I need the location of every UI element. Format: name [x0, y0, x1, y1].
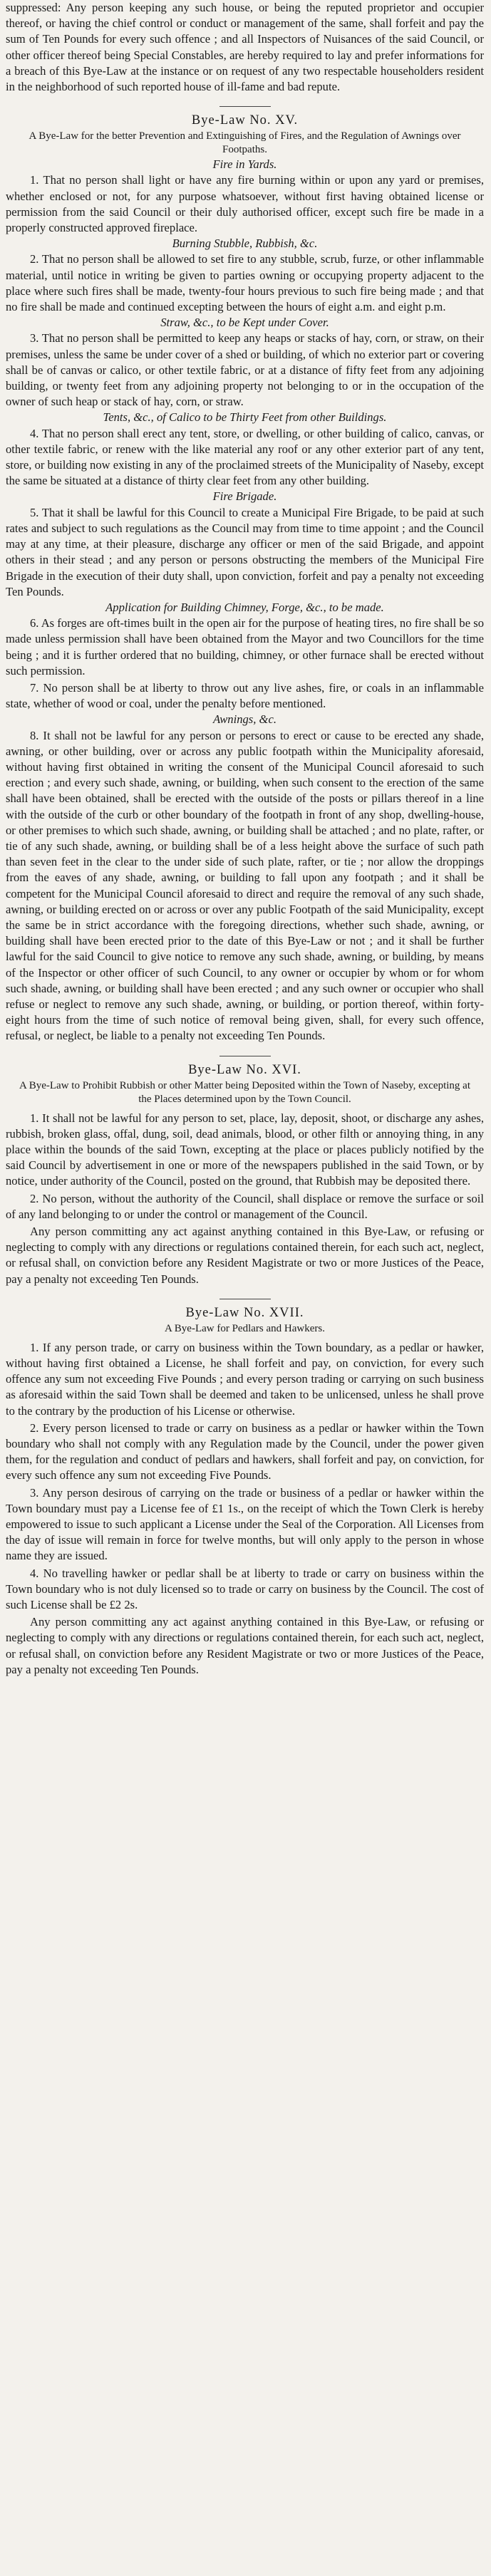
bylaw-17-penalty: Any person committing any act against anything contained in this Bye-Law, or refusing or neglecting to comply with any directions or regulations contained therein, for each such act, neglect, or refusal shall, on conviction before any Resident Magistrate or two or more Justices of the Peace, pay a penalty not exceeding Ten Pounds. — [6, 1615, 484, 1676]
bylaw-17-clause-4: 4. No travelling hawker or pedlar shall be at liberty to trade or carry on business within the Town boundary who is not duly licensed so to trade or carry on business by the Council. The cost of such License shall be £2 2s. — [6, 1566, 484, 1612]
bylaw-15-clause-8: 8. It shall not be lawful for any person or persons to erect or cause to be erected any shade, awning, or other building, over or across any public footpath within the Municipality aforesaid, without having first obtained in writing the consent of the Municipal Council aforesaid to such erection ; and every such shade, awning, or building, when such consent to the erection of the same shall have been obtained, shall be erected with the outside of the posts or pillars thereof in a line with the outside of the curb or other boundary of the footpath in front of any shop, dwelling-house, or other premises to which such shade, awning, or building shall be attached ; and no plate, rafter, or tie of any such shade, awning, or building shall be of a less height above the surface of such path than seven feet in the clear to the under side of such plate, rafter, or tie ; nor allow the droppings from the eaves of any shade, awning, or building to fall upon any footpath ; and it shall be competent for the Municipal Council aforesaid to direct and require the removal of any such shade, awning, or building erected on or across or over any public Footpath of the said Municipality, except the same be in strict accordance with the foregoing directions, whether such shade, awning, or building shall have been erected prior to the date of this Bye-Law or not ; and it shall be further lawful for the said Council to give notice to remove any such shade, awning, or building, by means of the Inspector or other officer of such Council, to any owner or occupier by whom or for whom such shade, awning, or building shall have been erected ; and any such owner or occupier who shall refuse or neglect to remove any such shade, awning, or building, or portion thereof, within forty-eight hours from the time of such notice of removal being given, shall, for every such offence, refusal, or neglect, be liable to a penalty not exceeding Ten Pounds. — [6, 728, 484, 1043]
bylaw-16-clause-1: 1. It shall not be lawful for any person to set, place, lay, deposit, shoot, or discharge any ashes, rubbish, broken glass, offal, dung, soil, dead animals, blood, or other filth or annoying thing, in any place within the bounds of the said Town, excepting at the place or places publicly notified by the said Council by advertisement in one or more of the newspapers published in the said Town, or by notice, under authority of the Council, posted on the ground, that Rubbish may be deposited there. — [6, 1111, 484, 1188]
bylaw-16-heading: Bye-Law No. XVI. — [188, 1062, 301, 1077]
bylaw-17-clause-3: 3. Any person desirous of carrying on the trade or business of a pedlar or hawker within the Town boundary must pay a License fee of £1 1s., on the receipt of which the Town Clerk is hereby empowered to issue to such applicant a License under the Seal of the Corporation. All Licenses from the day of issue will remain in force for twelve months, but will only apply to the person in whose name they are issued. — [6, 1485, 484, 1563]
opening-paragraph: suppressed: Any person keeping any such house, or being the reputed proprietor and occupier thereof, or having the chief control or conduct or management of the same, shall forfeit and pay the sum of Ten Pounds for every such offence ; and all Inspectors of Nuisances of the said Council, or other officer thereof being Special Constables, are hereby required to lay and prefer informations for a breach of this Bye-Law at the instance or on request of any two respectable householders resident in the neighborhood of such reported house of ill-fame and bad repute. — [6, 1, 484, 94]
subheading-tents: Tents, &c., of Calico to be Thirty Feet from other Buildings. — [103, 410, 387, 425]
subheading-burning-stubble: Burning Stubble, Rubbish, &c. — [172, 237, 318, 251]
bylaw-17-subtitle: A Bye-Law for Pedlars and Hawkers. — [165, 1322, 325, 1334]
bylaw-15-heading: Bye-Law No. XV. — [191, 113, 299, 128]
bylaw-15-clause-3: 3. That no person shall be permitted to keep any heaps or stacks of hay, corn, or straw, on their premises, unless the same be under cover of a shed or building, of which no exterior part or covering shall be of canvas or calico, or other textile fabric, or at a distance of fifty feet from any adjoining building, or twenty feet from any adjoining property not belonging to or in the occupation of the owner of such heap or stack of hay, corn, or straw. — [6, 331, 484, 409]
subheading-straw-under-cover: Straw, &c., to be Kept under Cover. — [160, 316, 329, 330]
subheading-awnings: Awnings, &c. — [213, 712, 276, 727]
bylaw-17-heading: Bye-Law No. XVII. — [185, 1305, 304, 1320]
subheading-application-chimney: Application for Building Chimney, Forge, &c., to be made. — [105, 600, 384, 614]
bylaw-15-clause-5: 5. That it shall be lawful for this Council to create a Municipal Fire Brigade, to be paid at such rates and subject to such regulations as the Council may from time to time appoint ; and the Council may at any time, at their pleasure, discharge any officer or men of the said Brigade, and appoint others in their stead ; and any person or persons obstructing the members of the Municipal Fire Brigade in the execution of their duty shall, upon conviction, forfeit and pay a penalty not exceeding Ten Pounds. — [6, 505, 484, 598]
bylaw-16-subtitle: A Bye-Law to Prohibit Rubbish or other Matter being Deposited within the Town of Naseby, excepting at the Places determined upon by the Town Council. — [19, 1079, 470, 1105]
bylaw-15-clause-2: 2. That no person shall be allowed to set fire to any stubble, scrub, furze, or other inflammable material, until notice in writing be given to parties owning or occupying property adjacent to the place where such fires shall be made, twenty-four hours previous to such fire being made ; and that no fire shall be made and continued excepting between the hours of eight a.m. and eight p.m. — [6, 252, 484, 314]
bylaw-16-penalty: Any person committing any act against anything contained in this Bye-Law, or refusing or neglecting to comply with any directions or regulations contained therein, for each such act, neglect, or refusal shall, on conviction before any Resident Magistrate or two or more Justices of the Peace, pay a penalty not exceeding Ten Pounds. — [6, 1225, 484, 1286]
bylaw-15-clause-1: 1. That no person shall light or have any fire burning within or upon any yard or premises, whether enclosed or not, for any purpose whatsoever, without first having obtained license or permission from the said Council or their duly authorised officer, except such fire be made in a properly constructed approved fireplace. — [6, 173, 484, 235]
bylaw-15-clause-4: 4. That no person shall erect any tent, store, or dwelling, or other building of calico, canvas, or other textile fabric, or renew with the like material any roof or any other exterior part of any tent, store, or building now existing in any of the proclaimed streets of the Municipality of Naseby, except the same be situated at a distance of thirty clear feet from any other building. — [6, 426, 484, 488]
section-rule — [219, 106, 271, 107]
subheading-fire-in-yards: Fire in Yards. — [212, 157, 277, 172]
bylaw-15-subtitle: A Bye-Law for the better Prevention and Extinguishing of Fires, and the Regulation of Awnings over Footpaths. — [29, 130, 461, 156]
bylaw-15-clause-7: 7. No person shall be at liberty to throw out any live ashes, fire, or coals in an inflammable state, whether of wood or coal, under the penalty before mentioned. — [6, 680, 484, 711]
bylaw-16-clause-2: 2. No person, without the authority of the Council, shall displace or remove the surface or soil of any land belonging to or under the control or management of the Council. — [6, 1191, 484, 1221]
subheading-fire-brigade: Fire Brigade. — [212, 489, 277, 504]
bylaw-17-clause-2: 2. Every person licensed to trade or carry on business as a pedlar or hawker within the Town boundary who shall not comply with any Regulation made by the Council, under the power given them, for the regulation and conduct of pedlars and hawkers, shall forfeit and pay, on conviction, for every such offence any sum not exceeding Five Pounds. — [6, 1421, 484, 1482]
bylaw-17-clause-1: 1. If any person trade, or carry on business within the Town boundary, as a pedlar or hawker, without having first obtained a License, he shall forfeit and pay, on conviction, for every such offence any sum not exceeding Five Pounds ; and every person trading or carrying on such business as aforesaid within the said Town shall be deemed and taken to be unlicensed, unless he shall prove to the contrary by the production of his License or otherwise. — [6, 1340, 484, 1418]
bylaw-15-clause-6: 6. As forges are oft-times built in the open air for the purpose of heating tires, no fire shall be so made unless permission shall have been obtained from the Mayor and two Councillors for the time being ; and it is further ordered that no building, chimney, or other furnace shall be erected without such permission. — [6, 616, 484, 677]
